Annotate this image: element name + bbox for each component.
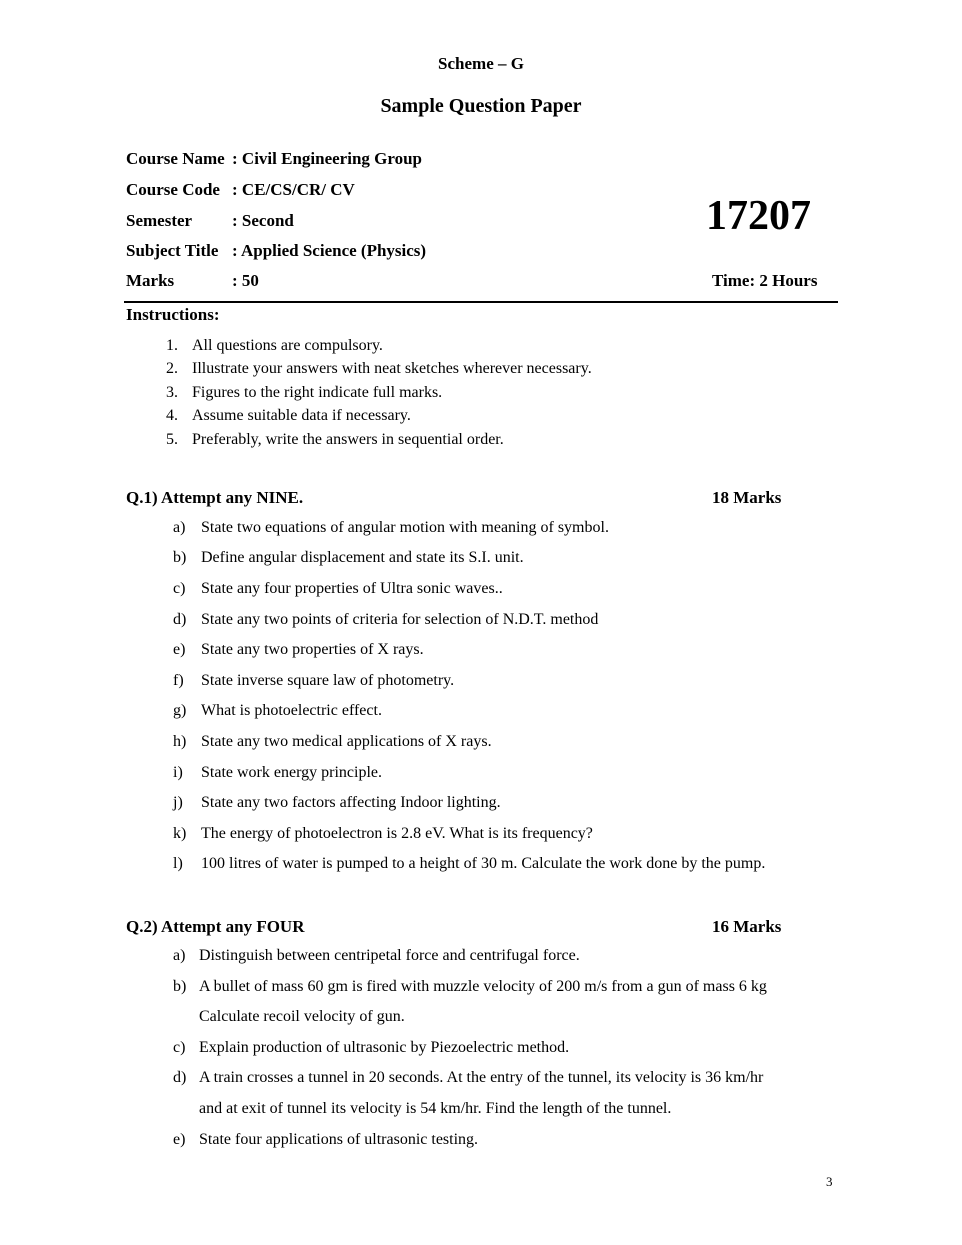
question-letter: l) <box>173 855 183 872</box>
question-text: A bullet of mass 60 gm is fired with muzzle velocity of 200 m/s from a gun of mass 6 kg <box>199 978 767 995</box>
time-label: Time: 2 Hours <box>712 271 818 290</box>
question-text-continued: and at exit of tunnel its velocity is 54 km/hr. Find the length of the tunnel. <box>199 1100 672 1117</box>
question-text: State two equations of angular motion with meaning of symbol. <box>201 519 609 536</box>
course-name-value: : Civil Engineering Group <box>232 149 423 168</box>
question-letter: k) <box>173 825 187 842</box>
question-text: State four applications of ultrasonic testing. <box>199 1131 479 1148</box>
q1-marks: 18 Marks <box>712 488 782 507</box>
question-text: A train crosses a tunnel in 20 seconds. At the entry of the tunnel, its velocity is 36 km/hr <box>199 1069 764 1086</box>
question-letter: h) <box>173 733 187 750</box>
instruction-number: 5. <box>166 431 178 448</box>
question-text: State any two properties of X rays. <box>201 641 424 658</box>
question-text: Explain production of ultrasonic by Piezoelectric method. <box>199 1039 570 1056</box>
question-letter: b) <box>173 549 187 566</box>
page-number: 3 <box>826 1174 833 1189</box>
question-letter: e) <box>173 641 186 658</box>
question-text-continued: Calculate recoil velocity of gun. <box>199 1008 405 1025</box>
question-letter: c) <box>173 580 186 597</box>
marks-value: : 50 <box>232 271 259 290</box>
subject-title-label: Subject Title <box>126 241 219 260</box>
question-letter: g) <box>173 702 187 719</box>
q2-marks: 16 Marks <box>712 917 782 936</box>
instruction-number: 2. <box>166 360 178 377</box>
instructions-heading: Instructions: <box>126 305 220 324</box>
course-code-value: : CE/CS/CR/ CV <box>232 180 355 199</box>
question-text: State inverse square law of photometry. <box>201 672 455 689</box>
question-text: State any two medical applications of X rays. <box>201 733 492 750</box>
question-text: State work energy principle. <box>201 764 382 781</box>
question-text: State any two points of criteria for selection of N.D.T. method <box>201 611 599 628</box>
instruction-number: 4. <box>166 407 178 424</box>
course-code-label: Course Code <box>126 180 220 199</box>
subject-code: 17207 <box>706 193 811 239</box>
question-text: Define angular displacement and state its S.I. unit. <box>201 549 524 566</box>
header-divider <box>124 301 838 303</box>
instruction-text: Illustrate your answers with neat sketches wherever necessary. <box>192 360 592 377</box>
question-text: State any four properties of Ultra sonic waves.. <box>201 580 503 597</box>
page-title: Sample Question Paper <box>380 95 582 117</box>
question-text: State any two factors affecting Indoor lighting. <box>201 794 501 811</box>
question-letter: d) <box>173 611 187 628</box>
q2-heading: Q.2) Attempt any FOUR <box>126 917 305 936</box>
course-name-label: Course Name <box>126 149 225 168</box>
semester-value: : Second <box>232 211 294 230</box>
question-letter: b) <box>173 978 187 995</box>
question-text: Distinguish between centripetal force and centrifugal force. <box>199 947 580 964</box>
question-letter: a) <box>173 519 186 536</box>
question-letter: c) <box>173 1039 186 1056</box>
instruction-text: Preferably, write the answers in sequential order. <box>192 431 504 448</box>
question-letter: f) <box>173 672 184 689</box>
instruction-text: Figures to the right indicate full marks. <box>192 384 443 401</box>
instruction-text: Assume suitable data if necessary. <box>192 407 411 424</box>
question-text: The energy of photoelectron is 2.8 eV. What is its frequency? <box>201 825 593 842</box>
marks-label: Marks <box>126 271 175 290</box>
instruction-number: 1. <box>166 337 178 354</box>
instruction-number: 3. <box>166 384 178 401</box>
question-letter: i) <box>173 764 183 781</box>
question-text: What is photoelectric effect. <box>201 702 382 719</box>
semester-label: Semester <box>126 211 193 230</box>
question-text: 100 litres of water is pumped to a height of 30 m. Calculate the work done by the pump. <box>201 855 766 872</box>
question-letter: j) <box>173 794 183 811</box>
question-letter: d) <box>173 1069 187 1086</box>
question-letter: a) <box>173 947 186 964</box>
q1-heading: Q.1) Attempt any NINE. <box>126 488 304 507</box>
subject-title-value: : Applied Science (Physics) <box>232 241 427 260</box>
instruction-text: All questions are compulsory. <box>192 337 383 354</box>
scheme-label: Scheme – G <box>438 54 524 73</box>
question-letter: e) <box>173 1131 186 1148</box>
